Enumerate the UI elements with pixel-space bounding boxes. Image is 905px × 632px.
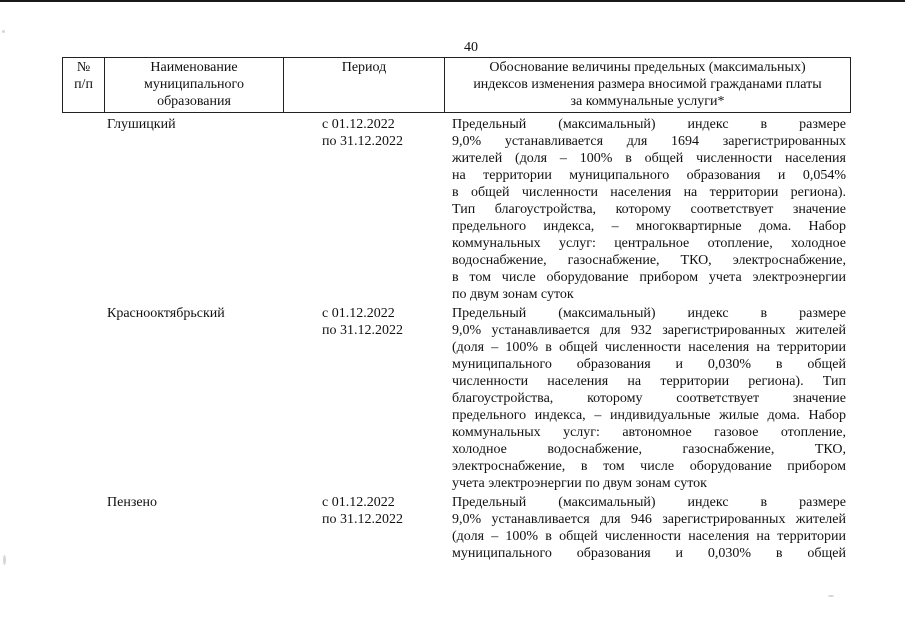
justification-line: муниципального образования и 0,030% в общей bbox=[452, 357, 846, 372]
justification-line: Тип благоустройства, которому соответствует значение bbox=[452, 202, 846, 217]
justification-line: электроснабжение, в том числе оборудование прибором bbox=[452, 459, 846, 474]
period-from: с 01.12.2022 bbox=[322, 117, 395, 132]
scan-speck bbox=[2, 30, 5, 33]
period-from: с 01.12.2022 bbox=[322, 306, 395, 321]
header-col-number bbox=[62, 58, 105, 112]
header-col-number-line: № bbox=[76, 60, 91, 75]
header-col-justification bbox=[445, 58, 851, 112]
justification-line: холодное водоснабжение, газоснабжение, ТКО, bbox=[452, 442, 846, 457]
justification-line: численности населения на территории региона). Тип bbox=[452, 374, 846, 389]
justification-line: в том числе оборудование прибором учета электроэнергии bbox=[452, 270, 846, 285]
period-cell bbox=[322, 116, 422, 150]
justification-line: учета электроэнергии по двум зонам суток bbox=[452, 476, 707, 491]
scan-speck bbox=[828, 595, 834, 597]
scan-speck bbox=[3, 555, 6, 565]
justification-line: жителей (доля – 100% в общей численности населения bbox=[452, 151, 846, 166]
period-cell bbox=[322, 494, 422, 528]
header-col-municipality bbox=[105, 58, 284, 112]
justification-line: 9,0% устанавливается для 1694 зарегистрированных bbox=[452, 134, 846, 149]
period-from: с 01.12.2022 bbox=[322, 495, 395, 510]
justification-line: коммунальных услуг: центральное отопление, холодное bbox=[452, 236, 846, 251]
justification-line: муниципального образования и 0,030% в общей bbox=[452, 546, 846, 561]
table-header bbox=[62, 57, 851, 113]
justification-line: водоснабжение, газоснабжение, ТКО, электроснабжение, bbox=[452, 253, 846, 268]
justification-line: в общей численности населения на территории региона). bbox=[452, 185, 846, 200]
justification-line: Предельный (максимальный) индекс в размере bbox=[452, 495, 846, 510]
municipality-name: Глушицкий bbox=[107, 117, 176, 132]
justification-line: (доля – 100% в общей численности населения на территории bbox=[452, 340, 846, 355]
period-cell bbox=[322, 305, 422, 339]
justification-line: коммунальных услуг: автономное газовое отопление, bbox=[452, 425, 846, 440]
period-to: по 31.12.2022 bbox=[322, 134, 403, 149]
page-number: 40 bbox=[464, 40, 478, 55]
header-col-justification-line: Обоснование величины предельных (максимальных) bbox=[489, 60, 806, 75]
justification-line: предельного индекса, – индивидуальные жилые дома. Набор bbox=[452, 408, 846, 423]
top-border-line bbox=[0, 0, 905, 2]
header-col-period bbox=[284, 58, 445, 112]
header-col-number-line: п/п bbox=[74, 77, 93, 92]
justification-line: предельного индекса, – многоквартирные дома. Набор bbox=[452, 219, 846, 234]
period-to: по 31.12.2022 bbox=[322, 512, 403, 527]
justification-line: Предельный (максимальный) индекс в размере bbox=[452, 117, 846, 132]
justification-line: по двум зонам суток bbox=[452, 287, 574, 302]
justification-line: на территории муниципального образования и 0,054% bbox=[452, 168, 846, 183]
header-col-municipality-line: муниципального bbox=[144, 77, 244, 92]
municipality-name: Пензено bbox=[107, 495, 158, 510]
header-col-justification-line: индексов изменения размера вносимой гражданами платы bbox=[473, 77, 822, 92]
period-to: по 31.12.2022 bbox=[322, 323, 403, 338]
header-col-justification-line: за коммунальные услуги* bbox=[570, 94, 725, 109]
header-col-period-line: Период bbox=[341, 60, 387, 75]
justification-cell bbox=[452, 116, 846, 303]
justification-line: 9,0% устанавливается для 932 зарегистрированных жителей bbox=[452, 323, 846, 338]
justification-line: 9,0% устанавливается для 946 зарегистрированных жителей bbox=[452, 512, 846, 527]
header-col-municipality-line: образования bbox=[157, 94, 231, 109]
justification-line: Предельный (максимальный) индекс в размере bbox=[452, 306, 846, 321]
municipality-name: Краснооктябрьский bbox=[107, 306, 225, 321]
justification-cell bbox=[452, 305, 846, 492]
justification-line: благоустройства, которому соответствует значение bbox=[452, 391, 846, 406]
header-col-municipality-line: Наименование bbox=[150, 60, 238, 75]
justification-cell bbox=[452, 494, 846, 562]
justification-line: (доля – 100% в общей численности населения на территории bbox=[452, 529, 846, 544]
